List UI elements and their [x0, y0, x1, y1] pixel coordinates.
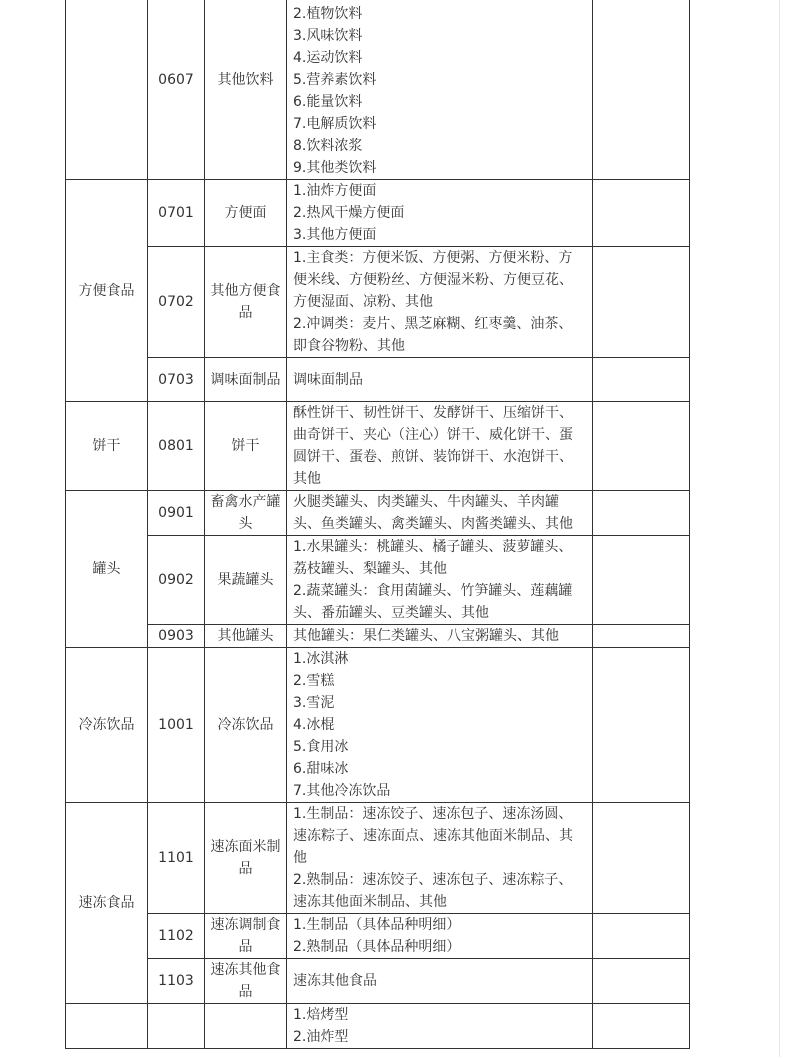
- subcategory-cell: 其他罐头: [205, 625, 287, 648]
- detail-cell: [287, 803, 593, 914]
- detail-line: 6.能量饮料: [293, 94, 363, 110]
- detail-line: 2.油炸型: [293, 1029, 349, 1045]
- detail-line: 2.熟制品（具体品种明细）: [293, 939, 461, 955]
- detail-line: 3.其他方便面: [293, 227, 377, 243]
- table-row: [66, 959, 690, 1004]
- remark-cell: [593, 1004, 690, 1049]
- remark-cell: [593, 914, 690, 959]
- detail-line: 速冻其他食品: [293, 973, 377, 989]
- subcategory-cell: 冷冻饮品: [205, 648, 287, 803]
- detail-line: 5.营养素饮料: [293, 72, 377, 88]
- detail-line: 1.冰淇淋: [293, 651, 349, 667]
- detail-line: 酥性饼干、韧性饼干、发酵饼干、压缩饼干、曲奇饼干、夹心（注心）饼干、威化饼干、蛋圆饼干、蛋卷、煎饼、装饰饼干、水泡饼干、其他: [293, 405, 573, 487]
- table-row: [66, 536, 690, 625]
- remark-cell: [593, 0, 690, 180]
- detail-line: 2.热风干燥方便面: [293, 205, 405, 221]
- detail-line: 其他罐头：果仁类罐头、八宝粥罐头、其他: [293, 628, 559, 644]
- detail-line: 2.蔬菜罐头：食用菌罐头、竹笋罐头、莲藕罐头、番茄罐头、豆类罐头、其他: [293, 583, 573, 621]
- table-row: [66, 803, 690, 914]
- subcategory-cell: 其他饮料: [205, 0, 287, 180]
- table-row: [66, 914, 690, 959]
- detail-line: 3.风味饮料: [293, 28, 363, 44]
- detail-line: 5.食用冰: [293, 739, 349, 755]
- subcategory-cell: 调味面制品: [205, 358, 287, 402]
- detail-line: 火腿类罐头、肉类罐头、牛肉罐头、羊肉罐头、鱼类罐头、禽类罐头、肉酱类罐头、其他: [293, 494, 573, 532]
- category-cell: 冷冻饮品: [66, 648, 148, 803]
- detail-line: 1.生制品（具体品种明细）: [293, 917, 461, 933]
- table-row: [66, 648, 690, 803]
- remark-cell: [593, 625, 690, 648]
- detail-cell: [287, 247, 593, 358]
- code-cell: 0903: [148, 625, 205, 648]
- remark-cell: [593, 536, 690, 625]
- subcategory-cell: 方便面: [205, 180, 287, 247]
- category-cell: [66, 0, 148, 180]
- table-row: [66, 1004, 690, 1049]
- detail-line: 8.饮料浓浆: [293, 138, 363, 154]
- code-cell: 1101: [148, 803, 205, 914]
- category-cell: 罐头: [66, 491, 148, 648]
- detail-cell: [287, 180, 593, 247]
- subcategory-cell: 其他方便食品: [205, 247, 287, 358]
- remark-cell: [593, 247, 690, 358]
- table-row: [66, 625, 690, 648]
- detail-line: 7.其他冷冻饮品: [293, 783, 391, 799]
- code-cell: 0901: [148, 491, 205, 536]
- table-row: [66, 0, 690, 180]
- detail-cell: [287, 491, 593, 536]
- detail-cell: [287, 0, 593, 180]
- subcategory-cell: 果蔬罐头: [205, 536, 287, 625]
- category-cell: [66, 1004, 148, 1049]
- code-cell: [148, 1004, 205, 1049]
- table-row: [66, 358, 690, 402]
- code-cell: 0902: [148, 536, 205, 625]
- food-category-table: [65, 0, 690, 1049]
- detail-cell: [287, 1004, 593, 1049]
- detail-cell: [287, 648, 593, 803]
- detail-line: 2.冲调类：麦片、黑芝麻糊、红枣羹、油茶、即食谷物粉、其他: [293, 316, 573, 354]
- code-cell: 0702: [148, 247, 205, 358]
- table-row: [66, 491, 690, 536]
- detail-line: 2.熟制品：速冻饺子、速冻包子、速冻粽子、速冻其他面米制品、其他: [293, 872, 573, 910]
- detail-cell: [287, 402, 593, 491]
- detail-cell: [287, 914, 593, 959]
- remark-cell: [593, 491, 690, 536]
- detail-line: 1.水果罐头：桃罐头、橘子罐头、菠萝罐头、荔枝罐头、梨罐头、其他: [293, 539, 573, 577]
- subcategory-cell: 饼干: [205, 402, 287, 491]
- table-row: [66, 402, 690, 491]
- subcategory-cell: 速冻面米制品: [205, 803, 287, 914]
- subcategory-cell: 畜禽水产罐头: [205, 491, 287, 536]
- detail-cell: [287, 536, 593, 625]
- detail-line: 1.主食类：方便米饭、方便粥、方便米粉、方便米线、方便粉丝、方便湿米粉、方便豆花、方便湿面、凉粉、其他: [293, 250, 573, 310]
- table-row: [66, 180, 690, 247]
- remark-cell: [593, 402, 690, 491]
- code-cell: 0801: [148, 402, 205, 491]
- subcategory-cell: 速冻调制食品: [205, 914, 287, 959]
- detail-line: 2.雪糕: [293, 673, 335, 689]
- remark-cell: [593, 803, 690, 914]
- detail-line: 1.油炸方便面: [293, 183, 377, 199]
- detail-line: 1.焙烤型: [293, 1007, 349, 1023]
- detail-line: 4.运动饮料: [293, 50, 363, 66]
- subcategory-cell: 速冻其他食品: [205, 959, 287, 1004]
- code-cell: 0701: [148, 180, 205, 247]
- detail-cell: [287, 358, 593, 402]
- detail-cell: [287, 959, 593, 1004]
- detail-line: 4.冰棍: [293, 717, 335, 733]
- code-cell: 1001: [148, 648, 205, 803]
- remark-cell: [593, 959, 690, 1004]
- table-row: [66, 247, 690, 358]
- subcategory-cell: [205, 1004, 287, 1049]
- code-cell: 1102: [148, 914, 205, 959]
- detail-cell: [287, 625, 593, 648]
- page-right-margin: [779, 0, 802, 1057]
- detail-line: 调味面制品: [293, 371, 363, 388]
- code-cell: 1103: [148, 959, 205, 1004]
- detail-line: 3.雪泥: [293, 695, 335, 711]
- detail-line: 2.植物饮料: [293, 6, 363, 22]
- category-cell: 速冻食品: [66, 803, 148, 1004]
- remark-cell: [593, 180, 690, 247]
- code-cell: 0607: [148, 0, 205, 180]
- category-cell: 饼干: [66, 402, 148, 491]
- category-cell: 方便食品: [66, 180, 148, 402]
- detail-line: 9.其他类饮料: [293, 160, 377, 176]
- code-cell: 0703: [148, 358, 205, 402]
- detail-line: 7.电解质饮料: [293, 116, 377, 132]
- detail-line: 6.甜味冰: [293, 761, 349, 777]
- remark-cell: [593, 358, 690, 402]
- remark-cell: [593, 648, 690, 803]
- detail-line: 1.生制品：速冻饺子、速冻包子、速冻汤圆、速冻粽子、速冻面点、速冻其他面米制品、其他: [293, 806, 573, 866]
